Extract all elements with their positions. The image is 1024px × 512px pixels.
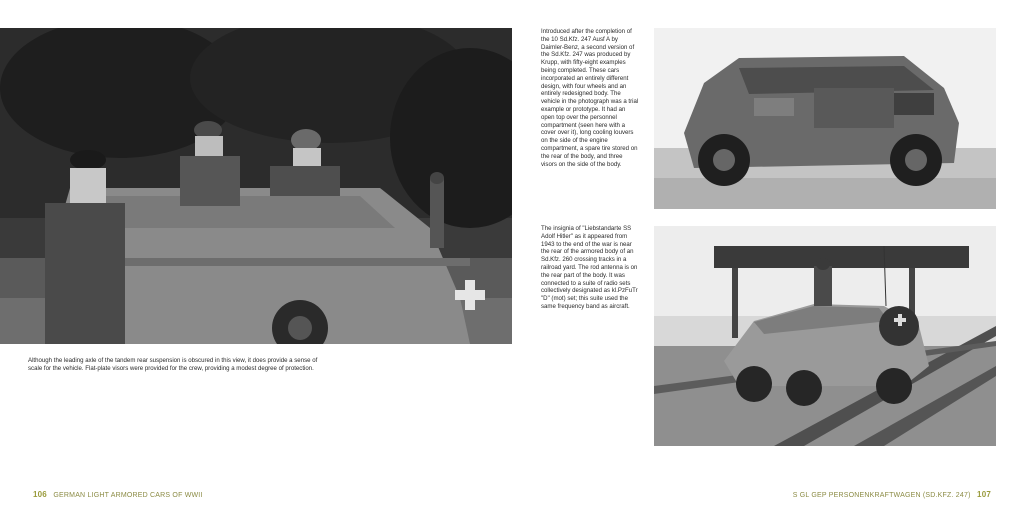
page-number-left: 106 xyxy=(33,490,47,499)
caption-bottom-right-photo: The insignia of "Liebstandarte SS Adolf Hitler" as it appeared from 1943 to the end of the war is near the rear of the armored body of an Sd.Kfz. 260 crossing tracks in a railroad yard. The rod antenna is on the rear part of the body. It was connected to a suite of radio sets collectively designated as kl.PzFuTr "D" (mot) set; this suite used the same frequency band as aircraft. xyxy=(541,225,638,310)
page-number-right: 107 xyxy=(977,490,991,499)
photo-armored-car-with-crew xyxy=(0,28,512,344)
footer-right xyxy=(793,490,991,499)
running-title-right: S GL GEP PERSONENKRAFTWAGEN (SD.KFZ. 247) xyxy=(792,492,971,499)
caption-left-photo: Although the leading axle of the tandem rear suspension is obscured in this view, it does provide a sense of scale for the vehicle. Flat-plate visors were provided for the crew, providing a modest degree of protection. xyxy=(28,357,318,372)
footer-left xyxy=(33,490,203,499)
photo-railroad-yard-armored-car xyxy=(654,226,996,446)
photo-prototype-armored-car xyxy=(654,28,996,209)
running-title-left: GERMAN LIGHT ARMORED CARS OF WWII xyxy=(53,492,203,499)
caption-top-right-photo: Introduced after the completion of the 10 Sd.Kfz. 247 Ausf A by Daimler-Benz, a second version of the Sd.Kfz. 247 was produced by Krupp, with fifty-eight examples being completed. These cars incorporated an entirely different design, with four wheels and an entirely redesigned body. The vehicle in the photograph was a trial example or prototype. It had an open top over the personnel compartment (seen here with a cover over it), long cooling louvers on the side of the engine compartment, a spare tire stored on the rear of the body, and three visors on the side of the body. xyxy=(541,28,639,168)
